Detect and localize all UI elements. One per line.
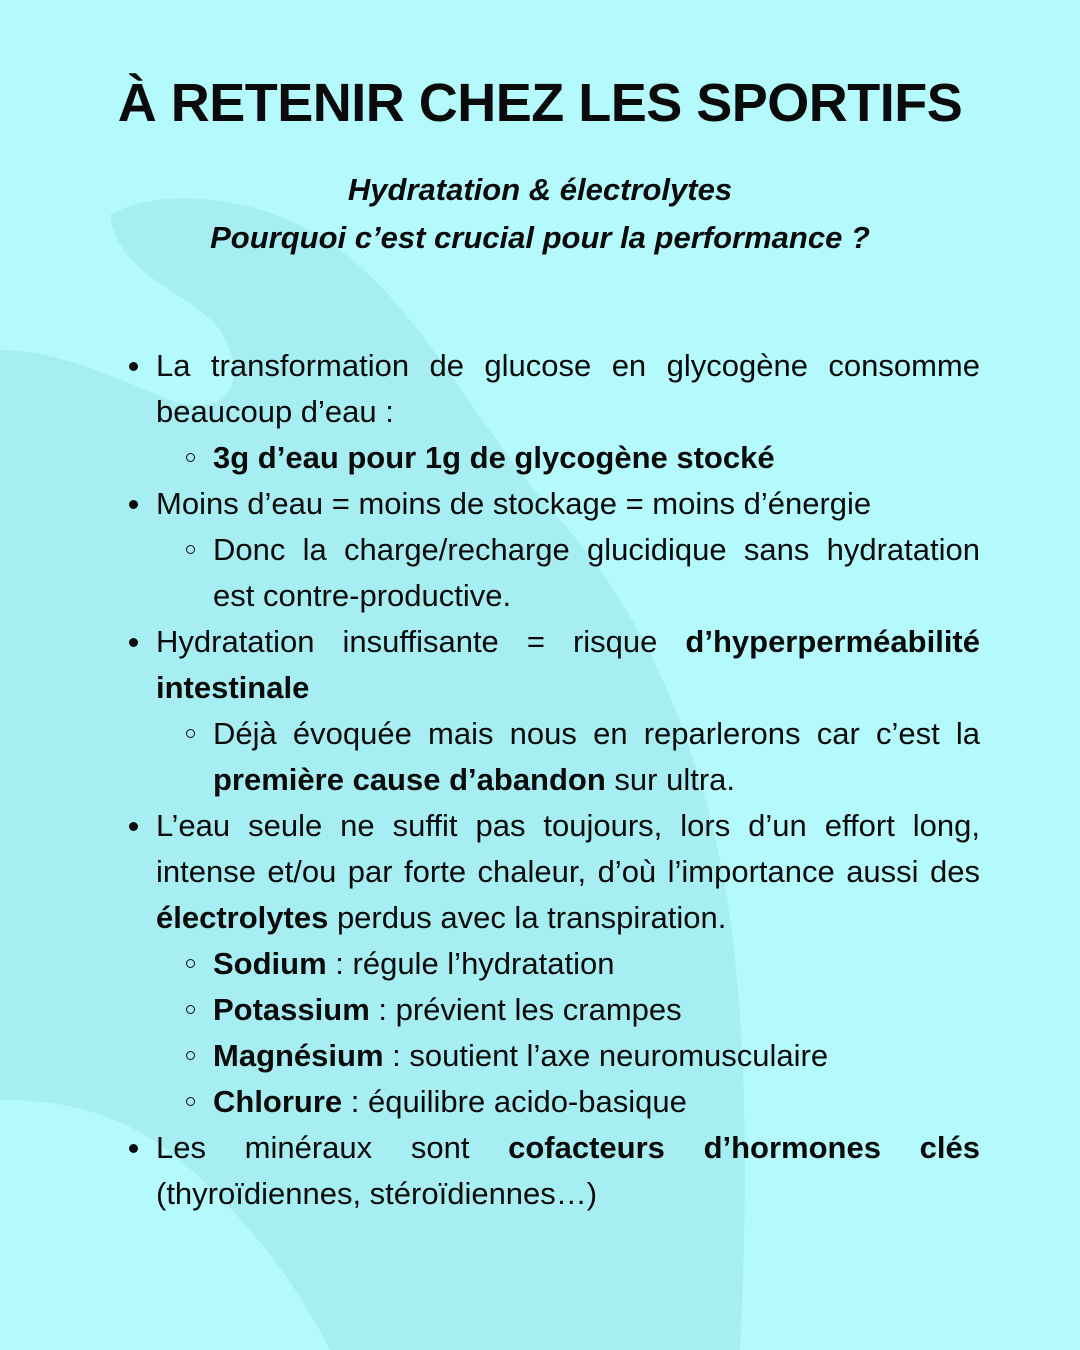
list-item: Les minéraux sont cofacteurs d’hormones clés (thyroïdiennes, stéroïdiennes…) — [156, 1125, 980, 1217]
list-item: L’eau seule ne suffit pas toujours, lors d’un effort long, intense et/ou par forte chaleur, d’où l’importance aussi des électrolytes perdus avec la transpiration. Sodium : régule l’hydratation Potassium : prévient les crampes Magnésium : soutient l’axe neuromusculaire Chlorure : équilibre acido-basique — [156, 803, 980, 1125]
sub-list-item: Donc la charge/recharge glucidique sans hydratation est contre-productive. — [213, 527, 980, 619]
sub-list — [156, 941, 980, 1125]
list-item: Moins d’eau = moins de stockage = moins d’énergie Donc la charge/recharge glucidique sans hydratation est contre-productive. — [156, 481, 980, 619]
sub-list-item: 3g d’eau pour 1g de glycogène stocké — [213, 435, 980, 481]
sub-list-item-potassium: Potassium : prévient les crampes — [213, 987, 980, 1033]
key-points-list — [156, 343, 980, 1217]
subtitle-line-1: Hydratation & électrolytes — [347, 172, 733, 207]
sub-list-item-magnesium: Magnésium : soutient l’axe neuromusculaire — [213, 1033, 980, 1079]
list-item: La transformation de glucose en glycogène consomme beaucoup d’eau : 3g d’eau pour 1g de glycogène stocké — [156, 343, 980, 481]
sub-list — [156, 435, 980, 481]
page-subtitle — [0, 166, 1080, 262]
subtitle-line-2: Pourquoi c’est crucial pour la performance ? — [210, 220, 870, 255]
sub-list-item-chlorure: Chlorure : équilibre acido-basique — [213, 1079, 980, 1125]
page-title: À RETENIR CHEZ LES SPORTIFS — [117, 73, 963, 133]
sub-list — [156, 711, 980, 803]
sub-list-item: Déjà évoquée mais nous en reparlerons car c’est la première cause d’abandon sur ultra. — [213, 711, 980, 803]
list-item: Hydratation insuffisante = risque d’hyperperméabilité intestinale Déjà évoquée mais nous en reparlerons car c’est la première cause d’abandon sur ultra. — [156, 619, 980, 803]
sub-list — [156, 527, 980, 619]
sub-list-item-sodium: Sodium : régule l’hydratation — [213, 941, 980, 987]
